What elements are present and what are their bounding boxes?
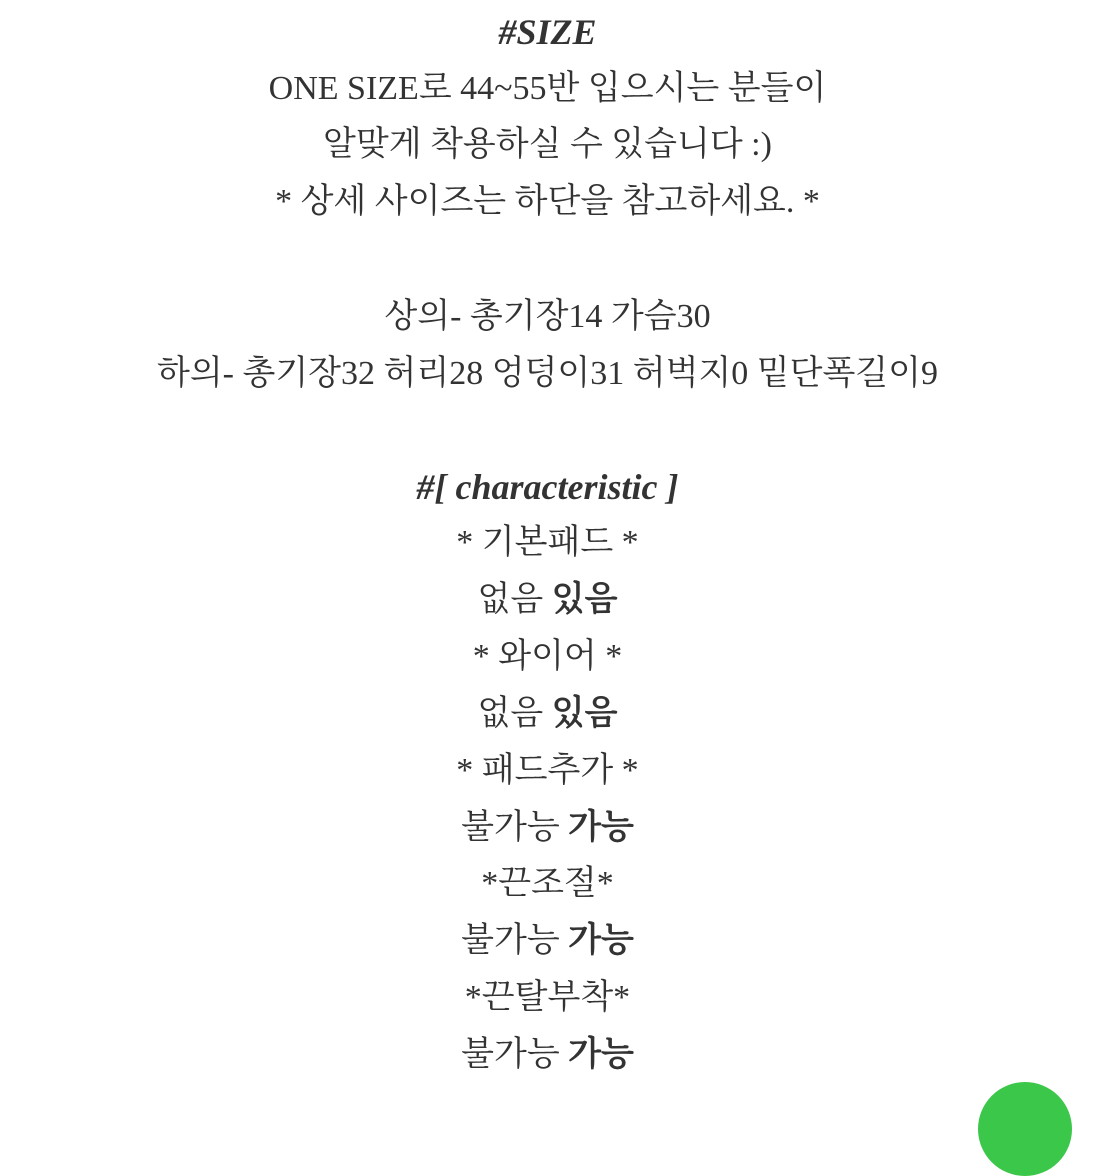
size-description-line-3: * 상세 사이즈는 하단을 참고하세요. * [275, 183, 820, 220]
option-off: 불가능 [461, 1036, 560, 1073]
characteristic-title-add-pad: * 패드추가 * [456, 752, 639, 789]
characteristic-title-strap-adjust: *끈조절* [481, 865, 614, 902]
option-on-selected: 있음 [551, 581, 618, 618]
characteristic-options-basic-pad [0, 580, 1095, 620]
floating-action-button[interactable] [978, 1082, 1072, 1176]
option-on-selected: 있음 [551, 695, 618, 732]
top-measurements: 상의- 총기장14 가슴30 [384, 298, 711, 335]
characteristic-options-strap-adjust [0, 921, 1095, 961]
option-on-selected: 가능 [568, 1036, 634, 1073]
characteristic-title-wire: * 와이어 * [472, 638, 623, 675]
option-off: 없음 [477, 695, 544, 732]
characteristic-title-basic-pad: * 기본패드 * [456, 524, 639, 561]
option-on-selected: 가능 [568, 809, 634, 846]
characteristic-options-strap-detach [0, 1035, 1095, 1075]
size-description-line-1: ONE SIZE로 44~55반 입으시는 분들이 [268, 70, 827, 107]
option-off: 불가능 [461, 922, 560, 959]
characteristic-heading: #[ characteristic ] [416, 467, 679, 507]
bottom-measurements: 하의- 총기장32 허리28 엉덩이31 허벅지0 밑단폭길이9 [156, 355, 938, 392]
size-description-line-2: 알맞게 착용하실 수 있습니다 :) [323, 126, 772, 163]
size-heading: #SIZE [498, 12, 597, 52]
option-off: 없음 [477, 581, 544, 618]
characteristic-title-strap-detach: *끈탈부착* [464, 979, 631, 1016]
option-off: 불가능 [461, 809, 560, 846]
characteristic-options-wire [0, 694, 1095, 734]
option-on-selected: 가능 [568, 922, 634, 959]
characteristic-options-add-pad [0, 808, 1095, 848]
